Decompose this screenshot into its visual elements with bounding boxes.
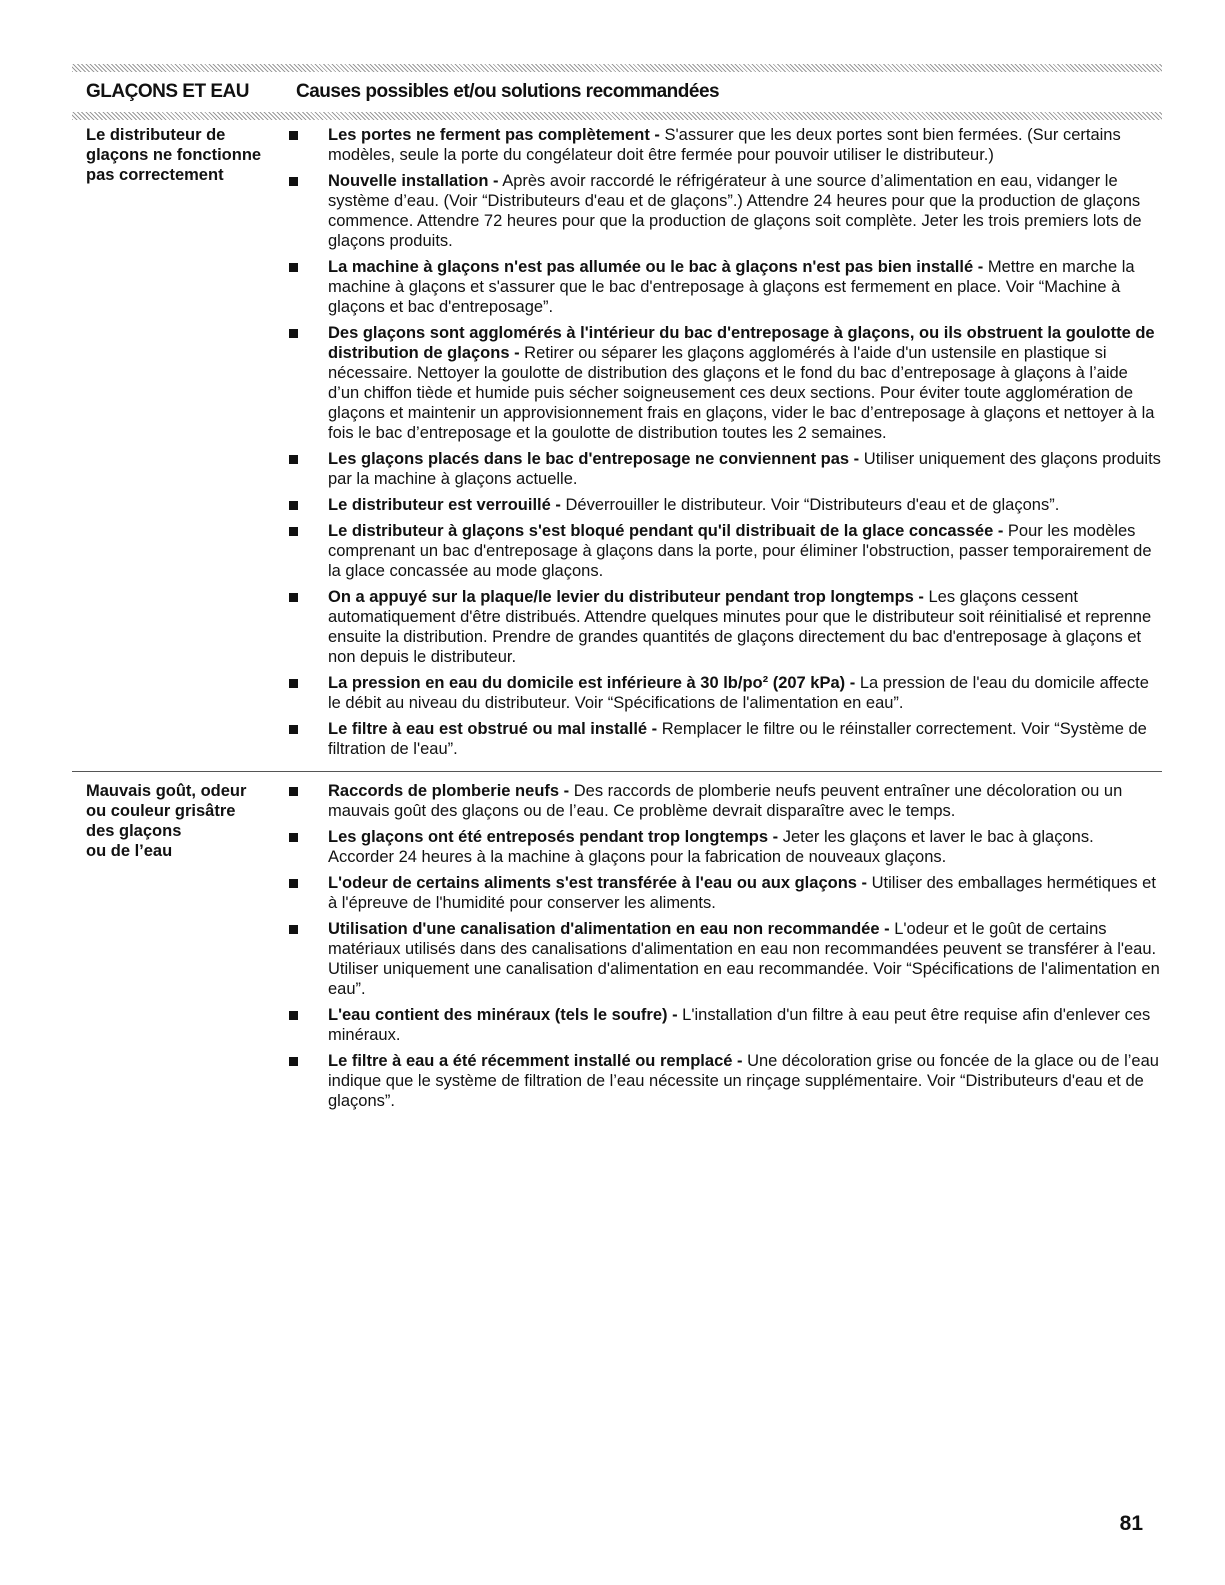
cause-label: Des glaçons sont agglomérés à l'intérieur du bac d'entreposage à glaçons, ou ils obstruent la goulotte de distribution de glaçons - — [328, 324, 1155, 362]
solution-text: Des raccords de plomberie neufs peuvent entraîner une décoloration ou un mauvais goût des glaçons ou de l’eau. Ce problème devrait disparaître avec le temps. — [328, 782, 1123, 820]
page-number: 81 — [1119, 1512, 1143, 1535]
square-bullet-icon — [289, 329, 298, 338]
column-header-solutions: Causes possibles et/ou solutions recommandées — [296, 81, 720, 102]
list-item — [286, 257, 1162, 317]
list-item — [286, 873, 1162, 913]
cause-label: Les glaçons placés dans le bac d'entreposage ne conviennent pas - — [328, 450, 860, 468]
solution-list — [286, 125, 1162, 765]
solution-text: Les glaçons cessent automatiquement d'être distribués. Attendre quelques minutes pour que le distributeur soit réinitialisé et reprenne ensuite la distribution. Prendre de grandes quantités de glaçons directement du bac d'entreposage à glaçons et non depuis le distributeur. — [328, 588, 1152, 666]
solution-text: Utiliser uniquement des glaçons produits par la machine à glaçons actuelle. — [328, 450, 1161, 488]
list-item — [286, 587, 1162, 667]
square-bullet-icon — [289, 263, 298, 272]
list-item — [286, 719, 1162, 759]
cause-label: Le filtre à eau a été récemment installé ou remplacé - — [328, 1052, 743, 1070]
section-title: Mauvais goût, odeur ou couleur grisâtre des glaçons ou de l’eau — [86, 782, 247, 860]
cause-label: L'eau contient des minéraux (tels le soufre) - — [328, 1006, 678, 1024]
cause-label: La pression en eau du domicile est inférieure à 30 lb/po² (207 kPa) - — [328, 674, 856, 692]
solution-text: Retirer ou séparer les glaçons agglomérés à l'aide d'un ustensile en plastique si nécessaire. Nettoyer la goulotte de distribution des glaçons et le fond du bac d’entreposage à glaçons à l’aide d’un chiffon tiède et humide puis sécher soigneusement ces deux sections. Pour éviter toute agglomération de glaçons et maintenir un approvisionnement frais en glaçons, vider le bac d’entreposage à glaçons et nettoyer à la fois le bac d’entreposage et la goulotte de distribution toutes les 2 semaines. — [328, 344, 1155, 442]
square-bullet-icon — [289, 527, 298, 536]
list-item — [286, 495, 1162, 515]
cause-label: Les portes ne ferment pas complètement - — [328, 126, 660, 144]
square-bullet-icon — [289, 833, 298, 842]
solution-text: Remplacer le filtre ou le réinstaller correctement. Voir “Système de filtration de l'eau”. — [328, 720, 1147, 758]
list-item — [286, 449, 1162, 489]
solution-text: Une décoloration grise ou foncée de la glace ou de l’eau indique que le système de filtration de l’eau nécessite un rinçage supplémentaire. Voir “Distributeurs d'eau et de glaçons”. — [328, 1052, 1159, 1110]
list-item — [286, 521, 1162, 581]
list-item — [286, 827, 1162, 867]
square-bullet-icon — [289, 925, 298, 934]
header-hatch-bottom — [72, 112, 1162, 120]
cause-label: Nouvelle installation - — [328, 172, 499, 190]
cause-label: Le filtre à eau est obstrué ou mal installé - — [328, 720, 658, 738]
list-item — [286, 1005, 1162, 1045]
solution-text: Après avoir raccordé le réfrigérateur à une source d’alimentation en eau, vidanger le système d’eau. (Voir “Distributeurs d'eau et de glaçons”.) Attendre 24 heures pour que la production de glaçons commence. Attendre 72 heures pour que la production de glaçons soit complète. Jeter les trois premiers lots de glaçons produits. — [328, 172, 1142, 250]
solution-text: Mettre en marche la machine à glaçons et s'assurer que le bac d'entreposage à glaçons est fermement en place. Voir “Machine à glaçons et bac d'entreposage”. — [328, 258, 1135, 316]
square-bullet-icon — [289, 725, 298, 734]
cause-label: La machine à glaçons n'est pas allumée ou le bac à glaçons n'est pas bien installé - — [328, 258, 984, 276]
column-header-problem: GLAÇONS ET EAU — [86, 81, 249, 102]
square-bullet-icon — [289, 177, 298, 186]
list-item — [286, 125, 1162, 165]
square-bullet-icon — [289, 1011, 298, 1020]
solution-list — [286, 781, 1162, 1117]
table-body — [72, 120, 1162, 1117]
solution-text: L'odeur et le goût de certains matériaux utilisés dans des canalisations d'alimentation en eau non recommandées peuvent se transférer à l'eau. Utiliser uniquement une canalisation d'alimentation en eau recommandée. Voir “Spécifications de l'alimentation en eau”. — [328, 920, 1160, 998]
table-section — [72, 120, 1162, 765]
square-bullet-icon — [289, 679, 298, 688]
solution-text: Jeter les glaçons et laver le bac à glaçons. Accorder 24 heures à la machine à glaçons pour la fabrication de nouveaux glaçons. — [328, 828, 1094, 866]
square-bullet-icon — [289, 787, 298, 796]
solution-text: L'installation d'un filtre à eau peut être requise afin d'enlever ces minéraux. — [328, 1006, 1151, 1044]
square-bullet-icon — [289, 131, 298, 140]
table-header — [72, 72, 1162, 112]
cause-label: Les glaçons ont été entreposés pendant trop longtemps - — [328, 828, 779, 846]
cause-label: Le distributeur est verrouillé - — [328, 496, 561, 514]
section-title: Le distributeur de glaçons ne fonctionne pas correctement — [86, 126, 262, 184]
table-section — [72, 771, 1162, 1117]
cause-label: On a appuyé sur la plaque/le levier du distributeur pendant trop longtemps - — [328, 588, 924, 606]
list-item — [286, 673, 1162, 713]
cause-label: Raccords de plomberie neufs - — [328, 782, 570, 800]
cause-label: L'odeur de certains aliments s'est transférée à l'eau ou aux glaçons - — [328, 874, 868, 892]
solution-text: S'assurer que les deux portes sont bien fermées. (Sur certains modèles, seule la porte du congélateur doit être fermée pour pouvoir utiliser le distributeur.) — [328, 126, 1121, 164]
troubleshooting-table — [72, 64, 1162, 1117]
square-bullet-icon — [289, 501, 298, 510]
cause-label: Le distributeur à glaçons s'est bloqué pendant qu'il distribuait de la glace concassée - — [328, 522, 1004, 540]
header-hatch-top — [72, 64, 1162, 72]
square-bullet-icon — [289, 879, 298, 888]
solution-text: Pour les modèles comprenant un bac d'entreposage à glaçons dans la porte, pour éliminer l'obstruction, passer temporairement de la glace concassée au mode glaçons. — [328, 522, 1152, 580]
list-item — [286, 781, 1162, 821]
list-item — [286, 171, 1162, 251]
solution-text: Déverrouiller le distributeur. Voir “Distributeurs d'eau et de glaçons”. — [560, 496, 1060, 514]
list-item — [286, 1051, 1162, 1111]
list-item — [286, 323, 1162, 443]
square-bullet-icon — [289, 593, 298, 602]
list-item — [286, 919, 1162, 999]
square-bullet-icon — [289, 455, 298, 464]
solution-text: Utiliser des emballages hermétiques et à l'épreuve de l'humidité pour conserver les aliments. — [328, 874, 1156, 912]
cause-label: Utilisation d'une canalisation d'alimentation en eau non recommandée - — [328, 920, 890, 938]
solution-text: La pression de l'eau du domicile affecte le débit au niveau du distributeur. Voir “Spécifications de l'alimentation en eau”. — [328, 674, 1149, 712]
square-bullet-icon — [289, 1057, 298, 1066]
